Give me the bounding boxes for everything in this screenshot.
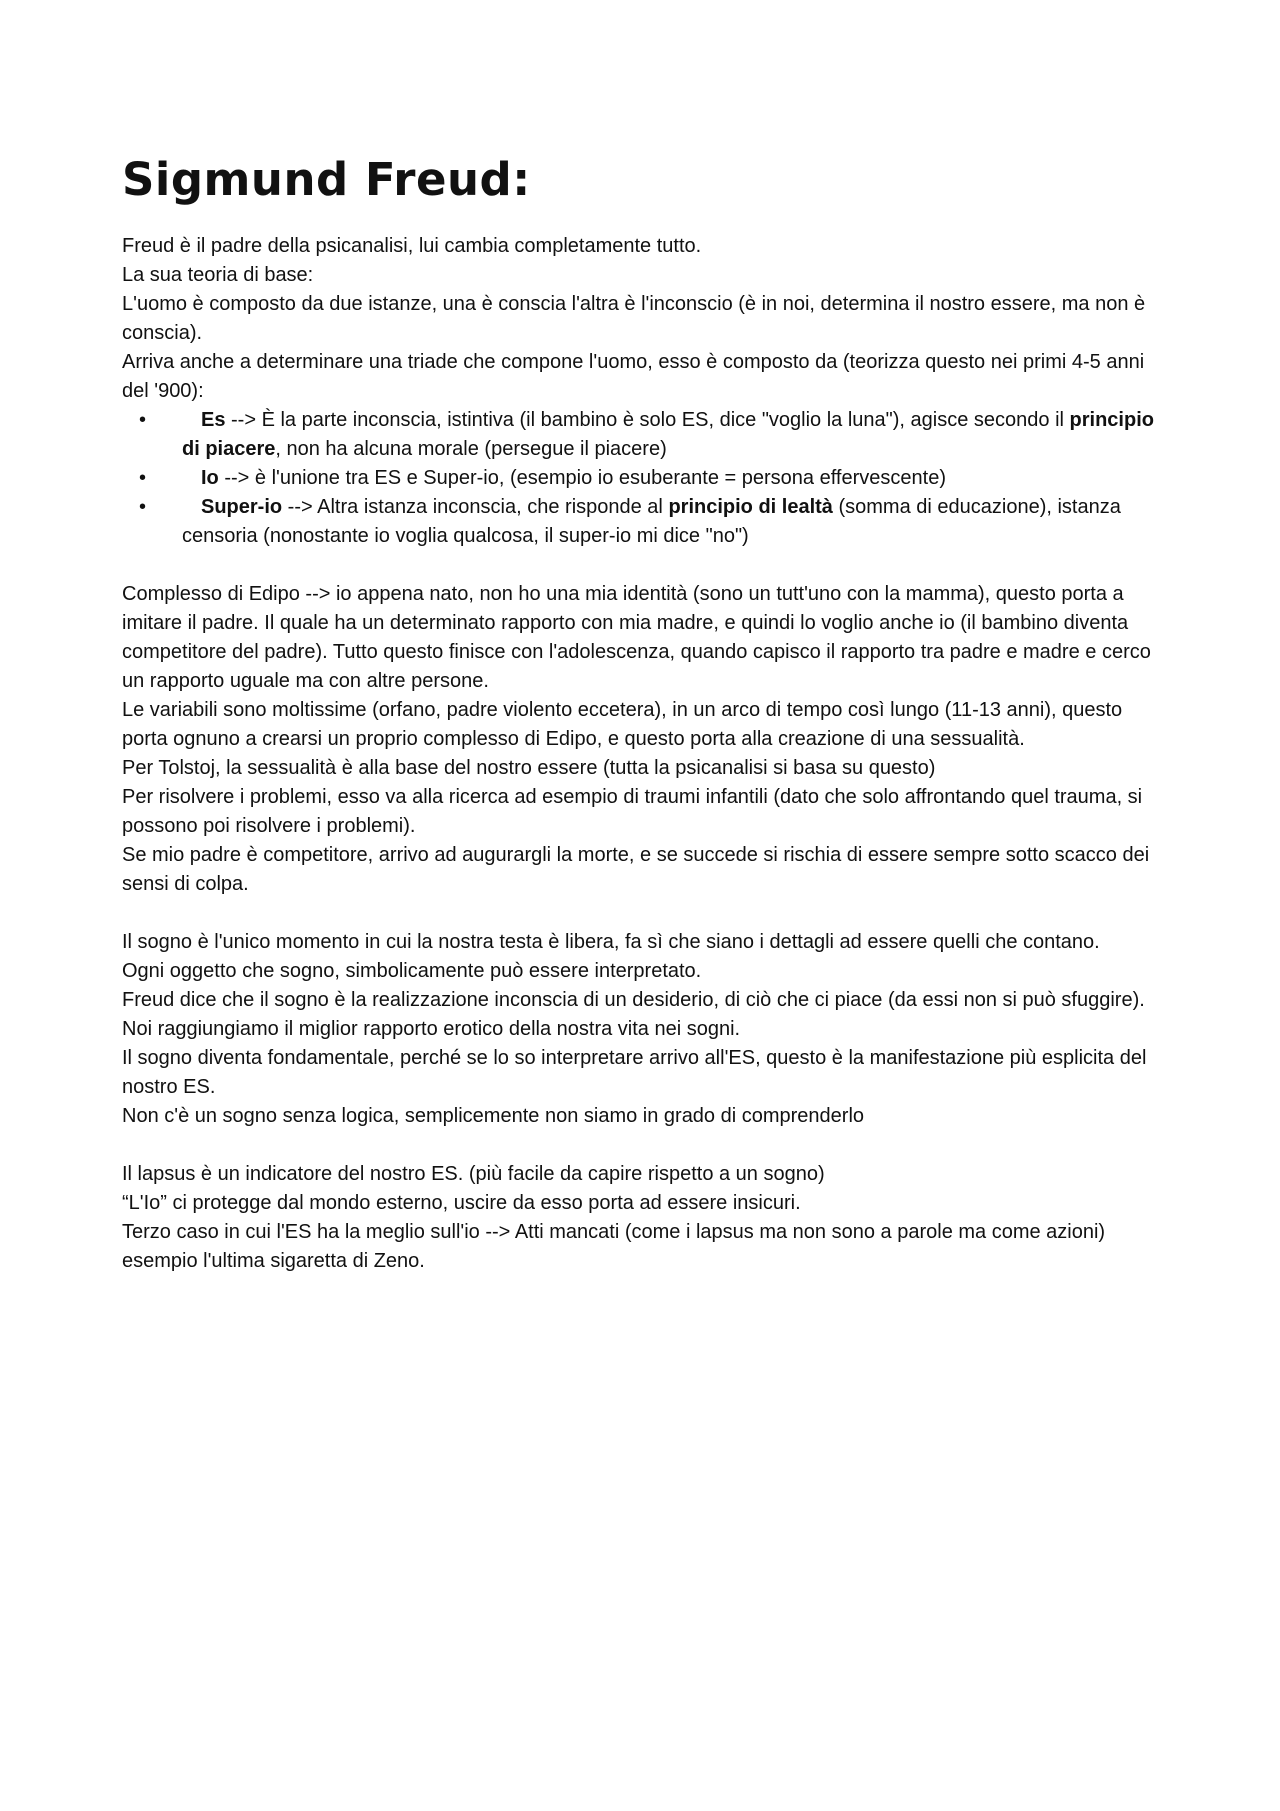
term-io: Io — [201, 467, 219, 489]
bold-phrase: principio di lealtà — [668, 496, 833, 518]
paragraph: Per risolvere i problemi, esso va alla ricerca ad esempio di traumi infantili (dato che solo affrontando quel trauma, si possono poi risolvere i problemi). — [122, 786, 1143, 837]
item-text: --> è l'unione tra ES e Super-io, (esempio io esuberante = persona effervescente) — [218, 467, 946, 489]
paragraph: Arriva anche a determinare una triade che compone l'uomo, esso è composto da (teorizza questo nei primi 4-5 anni del '900): — [122, 351, 1145, 402]
document-body — [122, 232, 1160, 1276]
spacer — [122, 551, 1160, 580]
paragraph: Il sogno è l'unico momento in cui la nostra testa è libera, fa sì che siano i dettagli ad essere quelli che contano. — [122, 931, 1100, 953]
paragraph: Le variabili sono moltissime (orfano, padre violento eccetera), in un arco di tempo così lungo (11-13 anni), questo porta ognuno a crearsi un proprio complesso di Edipo, e questo porta alla creazione di una sessualità. — [122, 699, 1123, 750]
item-text: --> Altra istanza inconscia, che risponde al — [282, 496, 669, 518]
paragraph: Il lapsus è un indicatore del nostro ES. (più facile da capire rispetto a un sogno) — [122, 1163, 825, 1185]
edipo-section — [122, 580, 1160, 899]
term-es: Es — [201, 409, 226, 431]
lapsus-section — [122, 1160, 1160, 1276]
item-text: --> È la parte inconscia, istintiva (il bambino è solo ES, dice "voglio la luna"), agisce secondo il — [225, 409, 1070, 431]
page-title: Sigmund Freud: — [122, 153, 531, 206]
paragraph: Se mio padre è competitore, arrivo ad augurargli la morte, e se succede si rischia di essere sempre sotto scacco dei sensi di colpa. — [122, 844, 1150, 895]
paragraph: Complesso di Edipo --> io appena nato, non ho una mia identità (sono un tutt'uno con la mamma), questo porta a imitare il padre. Il quale ha un determinato rapporto con mia madre, e quindi lo voglio anche io (il bambino diventa competitore del padre). Tutto questo finisce con l'adolescenza, quando capisco il rapporto tra padre e madre e cerco un rapporto uguale ma con altre persone. — [122, 583, 1151, 692]
term-super-io: Super-io — [201, 496, 283, 518]
bold-phrase: principio di piacere — [182, 409, 1154, 460]
item-text: (somma di educazione), istanza censoria (nonostante io voglia qualcosa, il super-io mi dice "no") — [182, 496, 1121, 547]
bullet-icon: • — [139, 467, 147, 489]
paragraph: Per Tolstoj, la sessualità è alla base del nostro essere (tutta la psicanalisi si basa su questo) — [122, 757, 936, 779]
spacer — [122, 899, 1160, 928]
paragraph: La sua teoria di base: — [122, 264, 314, 286]
triad-list — [122, 406, 1160, 551]
paragraph: Freud dice che il sogno è la realizzazione inconscia di un desiderio, di ciò che ci piace (da essi non si può sfuggire). — [122, 989, 1145, 1011]
paragraph: Ogni oggetto che sogno, simbolicamente può essere interpretato. — [122, 960, 702, 982]
sogno-section — [122, 928, 1160, 1131]
list-item-es — [122, 406, 1160, 464]
paragraph: Non c'è un sogno senza logica, semplicemente non siamo in grado di comprenderlo — [122, 1105, 865, 1127]
paragraph: Terzo caso in cui l'ES ha la meglio sull'io --> Atti mancati (come i lapsus ma non sono a parole ma come azioni) esempio l'ultima sigaretta di Zeno. — [122, 1221, 1106, 1272]
paragraph: Noi raggiungiamo il miglior rapporto erotico della nostra vita nei sogni. — [122, 1018, 741, 1040]
paragraph: Freud è il padre della psicanalisi, lui cambia completamente tutto. — [122, 235, 702, 257]
item-text: , non ha alcuna morale (persegue il piacere) — [275, 438, 667, 460]
paragraph: L'uomo è composto da due istanze, una è conscia l'altra è l'inconscio (è in noi, determina il nostro essere, ma non è conscia). — [122, 293, 1146, 344]
paragraph: “L'Io” ci protegge dal mondo esterno, uscire da esso porta ad essere insicuri. — [122, 1192, 801, 1214]
list-item-super-io — [122, 493, 1160, 551]
bullet-icon: • — [139, 409, 147, 431]
spacer — [122, 1131, 1160, 1160]
bullet-icon: • — [139, 496, 147, 518]
list-item-io — [122, 464, 1160, 493]
intro-section — [122, 232, 1160, 406]
paragraph: Il sogno diventa fondamentale, perché se lo so interpretare arrivo all'ES, questo è la manifestazione più esplicita del nostro ES. — [122, 1047, 1147, 1098]
